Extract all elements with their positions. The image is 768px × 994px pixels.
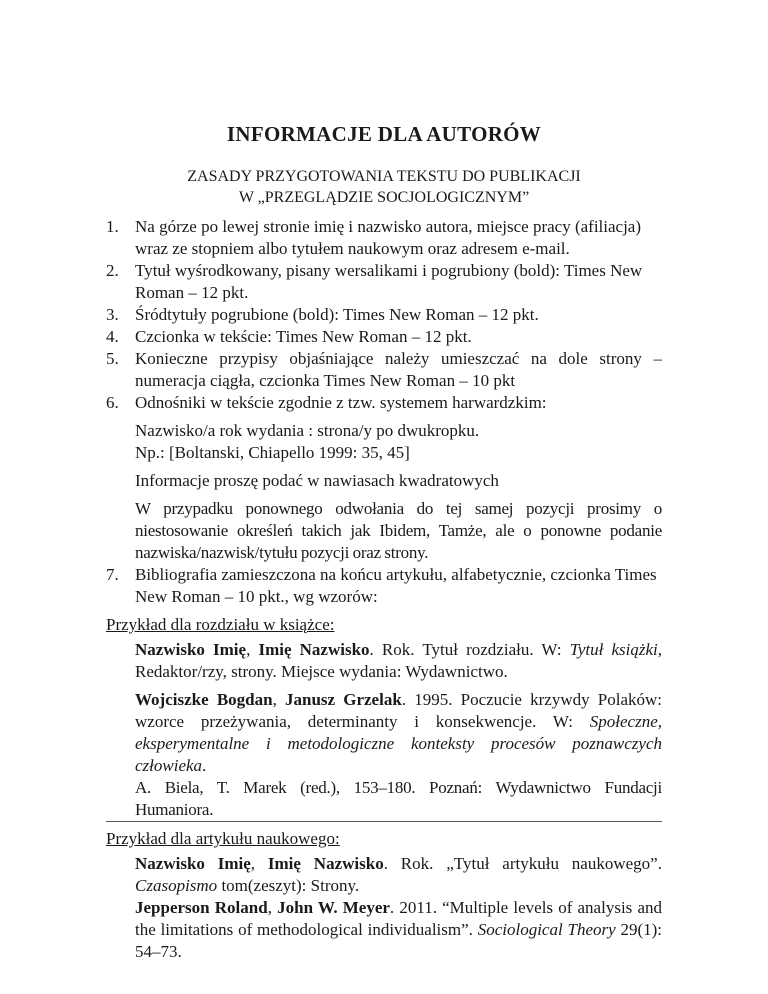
rule-item-2 [106,260,662,304]
example-author-1: Jepperson Roland [135,898,268,917]
rule-number: 7. [106,565,119,584]
rule-text: Bibliografia zamieszczona na końcu artykułu, alfabetycznie, czcionka Times New Roman – 10 pkt., wg wzorów: [135,565,657,606]
chapter-pattern [106,639,662,683]
chapter-example-entry [106,689,662,821]
pattern-author-1: Nazwisko Imię [135,640,247,659]
pattern-middle: . Rok. Tytuł rozdziału. W: [369,640,570,659]
rule-item-7 [106,564,662,608]
chapter-example-heading: Przykład dla rozdziału w książce: [106,615,335,634]
pattern-author-1: Nazwisko Imię [135,854,251,873]
rule-text: Śródtytuły pogrubione (bold): Times New Roman – 12 pkt. [135,305,539,324]
rule-text: Konieczne przypisy objaśniające należy umieszczać na dole strony – numeracja ciągła, czcionka Times New Roman – 10 pkt [135,349,662,390]
pattern-journal: Czasopismo [135,876,218,895]
example-book-title: Społeczne, eksperymentalne i metodologiczne konteksty procesów poznawczych człowieka [135,712,662,775]
example-separator: , [267,898,278,917]
pattern-author-2: Imię Nazwisko [267,854,384,873]
rule-number: 5. [106,349,119,368]
example-dot: . [202,756,207,775]
rule-item-3 [106,304,662,326]
example-end: 29(1): 54–73. [135,920,663,961]
pattern-separator: , [246,640,259,659]
subtitle-line-2: W „PRZEGLĄDZIE SOCJOLOGICZNYM” [238,189,530,206]
repeat-reference-note: W przypadku ponownego odwołania do tej samej pozycji prosimy o niestosowanie określeń takich jak Ibidem, Tamże, ale o ponowne podanie nazwiska/nazwisk/tytułu pozycji oraz strony. [135,499,662,562]
divider [106,821,662,822]
subtitle-line-1: ZASADY PRZYGOTOWANIA TEKSTU DO PUBLIKACJI [187,168,581,185]
rule-text: Czcionka w tekście: Times New Roman – 12 pkt. [135,327,472,346]
rule-text: Tytuł wyśrodkowany, pisany wersalikami i pogrubiony (bold): Times New Roman – 12 pkt. [135,261,643,302]
pattern-end: , Redaktor/rzy, strony. Miejsce wydania: Wydawnictwo. [135,640,663,681]
content [106,216,662,963]
article-example-heading: Przykład dla artykułu naukowego: [106,829,340,848]
pattern-end: tom(zeszyt): Strony. [217,876,360,895]
citation-example: Np.: [Boltanski, Chiapello 1999: 35, 45] [135,443,410,462]
pattern-separator: , [250,854,268,873]
page-title: INFORMACJE DLA AUTORÓW [226,122,542,146]
article-pattern [106,853,662,897]
example-separator: , [272,690,285,709]
rule-number: 1. [106,217,119,236]
example-author-2: John W. Meyer [277,898,390,917]
pattern-book-title: Tytuł książki [569,640,658,659]
pattern-author-2: Imię Nazwisko [258,640,370,659]
article-example-entry [106,897,662,963]
subtitle [0,166,768,208]
rules-list [106,216,662,608]
rule-item-6 [106,392,662,564]
example-middle: . 2011. “Multiple levels of analysis and the limitations of methodological individualism”. [135,898,662,939]
rule-item-4 [106,326,662,348]
citation-format: Nazwisko/a rok wydania : strona/y po dwukropku. [135,421,480,440]
rule-number: 2. [106,261,119,280]
rule-number: 6. [106,393,119,412]
rule-item-5 [106,348,662,392]
example-author-2: Janusz Grzelak [285,690,402,709]
rule-number: 4. [106,327,119,346]
rule-text: Odnośniki w tekście zgodnie z tzw. systemem harwardzkim: [135,393,547,412]
rule-item-1 [106,216,662,260]
pattern-middle: . Rok. „Tytuł artykułu naukowego”. [383,854,662,873]
brackets-note: Informacje proszę podać w nawiasach kwadratowych [135,471,499,490]
rule-text: Na górze po lewej stronie imię i nazwisko autora, miejsce pracy (afiliacja) wraz ze stopniem albo tytułem naukowym oraz adresem e-mail. [135,217,642,258]
rule-number: 3. [106,305,119,324]
example-author-1: Wojciszke Bogdan [135,690,273,709]
example-middle: . 1995. Poczucie krzywdy Polaków: wzorce przeżywania, determinanty i konsekwencje. W: [135,690,663,731]
example-end: A. Biela, T. Marek (red.), 153–180. Poznań: Wydawnictwo Fundacji Humaniora. [135,778,662,819]
example-journal: Sociological Theory [477,920,616,939]
